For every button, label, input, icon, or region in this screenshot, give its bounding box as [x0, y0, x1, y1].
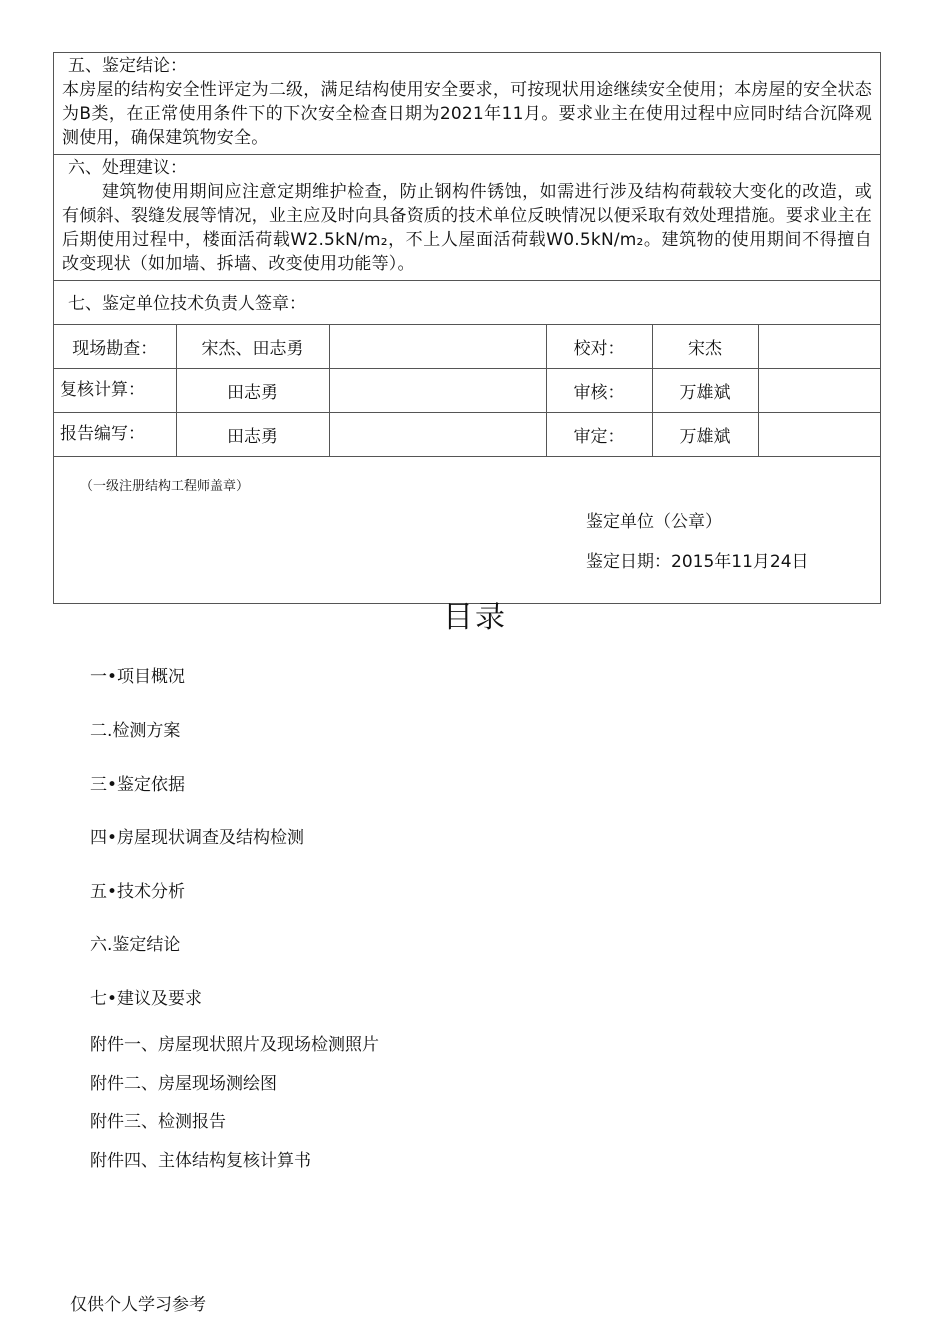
sign-label: 报告编写：	[54, 413, 176, 457]
toc-item: 附件一、房屋现状照片及现场检测照片	[90, 1035, 379, 1055]
page-footer-note: 仅供个人学习参考	[70, 1295, 206, 1315]
toc-item: 附件四、主体结构复核计算书	[90, 1151, 311, 1171]
role-label: 校对：	[546, 325, 652, 369]
engineer-stamp-note: （一级注册结构工程师盖章）	[80, 479, 250, 494]
stamp-area	[54, 457, 880, 603]
sign-name: 田志勇	[176, 369, 329, 413]
section-suggestions	[54, 155, 880, 281]
table-row	[54, 413, 880, 457]
signature-table	[54, 325, 880, 457]
signature-cell	[329, 325, 546, 369]
section-signature-title: 七、鉴定单位技术负责人签章：	[54, 281, 880, 325]
toc-item: 五•技术分析	[90, 882, 186, 902]
signature-cell	[758, 413, 880, 457]
signature-cell	[758, 325, 880, 369]
section-suggestions-body: 建筑物使用期间应注意定期维护检查，防止钢构件锈蚀，如需进行涉及结构荷载较大变化的改造，或有倾斜、裂缝发展等情况，业主应及时向具备资质的技术单位反映情况以便采取有效处理措施。要求业主在后期使用过程中，楼面活荷载W2.5kN/m₂，不上人屋面活荷载W0.5kN/m₂。建筑物的使用期间不得擅自改变现状（如加墙、拆墙、改变使用功能等）。	[62, 182, 872, 274]
appraisal-date: 鉴定日期：2015年11月24日	[586, 552, 809, 572]
role-name: 万雄斌	[652, 369, 758, 413]
toc-item: 二.检测方案	[90, 721, 181, 741]
toc-item: 一•项目概况	[90, 667, 186, 687]
section-conclusion	[54, 53, 880, 155]
role-name: 宋杰	[652, 325, 758, 369]
section-conclusion-body: 本房屋的结构安全性评定为二级，满足结构使用安全要求，可按现状用途继续安全使用；本房屋的安全状态为B类，在正常使用条件下的下次安全检查日期为2021年11月。要求业主在使用过程中应同时结合沉降观测使用，确保建筑物安全。	[62, 80, 872, 148]
section-suggestions-title: 六、处理建议：	[68, 158, 187, 178]
toc-item: 附件二、房屋现场测绘图	[90, 1074, 277, 1094]
role-label: 审核：	[546, 369, 652, 413]
toc-item: 七•建议及要求	[90, 989, 203, 1009]
table-row	[54, 369, 880, 413]
appraisal-form	[53, 52, 881, 604]
sign-label: 现场勘查：	[54, 325, 176, 369]
signature-cell	[329, 413, 546, 457]
role-name: 万雄斌	[652, 413, 758, 457]
toc-title: 目录	[443, 600, 507, 635]
toc-item: 六.鉴定结论	[90, 935, 181, 955]
signature-cell	[329, 369, 546, 413]
signature-cell	[758, 369, 880, 413]
toc-item: 三•鉴定依据	[90, 775, 186, 795]
toc-item: 四•房屋现状调查及结构检测	[90, 828, 305, 848]
role-label: 审定：	[546, 413, 652, 457]
appraisal-org-seal: 鉴定单位（公章）	[586, 512, 722, 532]
sign-label: 复核计算：	[54, 369, 176, 413]
sign-name: 田志勇	[176, 413, 329, 457]
toc-item: 附件三、检测报告	[90, 1112, 226, 1132]
section-conclusion-title: 五、鉴定结论：	[68, 56, 187, 76]
sign-name: 宋杰、田志勇	[176, 325, 329, 369]
table-row	[54, 325, 880, 369]
